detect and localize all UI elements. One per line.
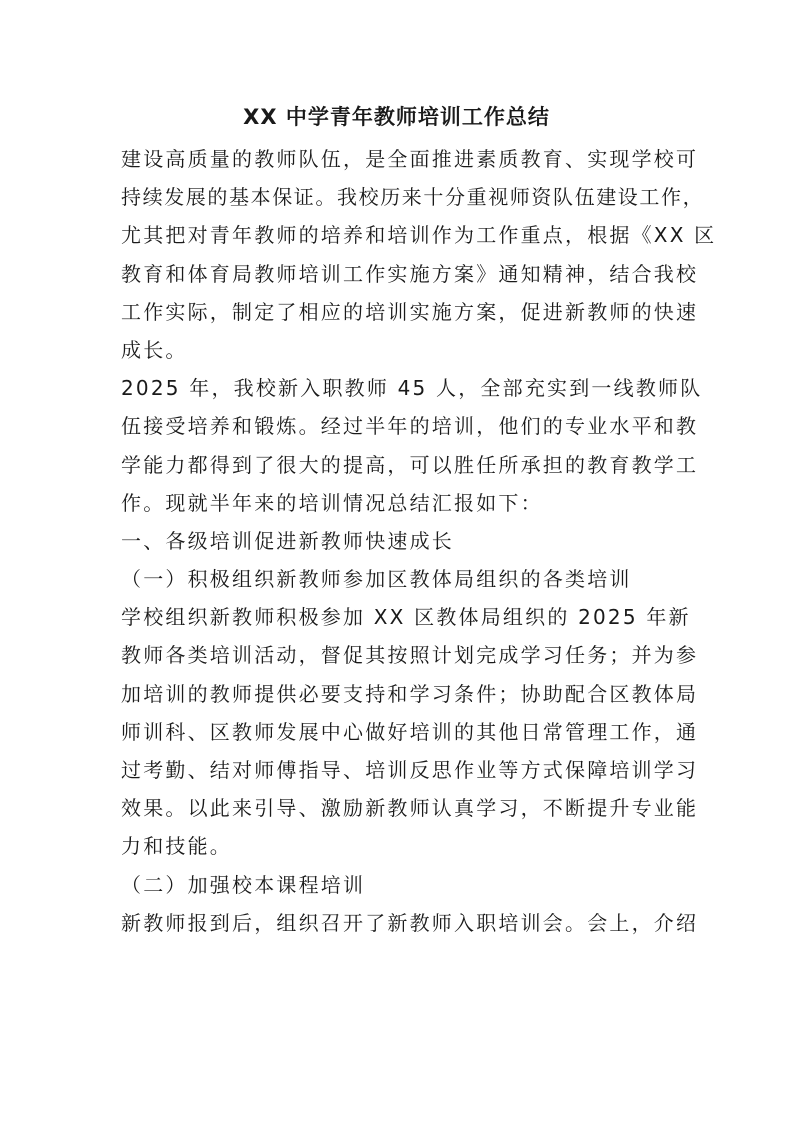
paragraph-line: 教师各类培训活动，督促其按照计划完成学习任务；并为参 — [121, 643, 699, 668]
paragraph-line: 过考勤、结对师傅指导、培训反思作业等方式保障培训学习 — [121, 758, 699, 782]
document-title: XX 中学青年教师培训工作总结 — [243, 105, 550, 129]
paragraph-line: 工作实际，制定了相应的培训实施方案，促进新教师的快速 — [121, 299, 699, 324]
subsection-heading: （二）加强校本课程培训 — [121, 872, 366, 897]
paragraph-line: 尤其把对青年教师的培养和培训作为工作重点，根据《XX 区 — [121, 223, 717, 248]
paragraph-line: 2025 年，我校新入职教师 45 人，全部充实到一线教师队 — [121, 376, 703, 401]
paragraph-line: 学能力都得到了很大的提高，可以胜任所承担的教育教学工 — [121, 452, 699, 477]
paragraph-line: 学校组织新教师积极参加 XX 区教体局组织的 2025 年新 — [121, 605, 691, 630]
paragraph-line: 成长。 — [121, 337, 188, 362]
paragraph-line: 作。现就半年来的培训情况总结汇报如下： — [121, 490, 543, 515]
paragraph-line: 建设高质量的教师队伍，是全面推进素质教育、实现学校可 — [121, 147, 699, 171]
paragraph-line: 效果。以此来引导、激励新教师认真学习，不断提升专业能 — [121, 796, 699, 821]
document-body — [121, 140, 717, 942]
section-heading: 一、各级培训促进新教师快速成长 — [121, 528, 454, 553]
paragraph-line: 师训科、区教师发展中心做好培训的其他日常管理工作，通 — [121, 719, 699, 744]
paragraph-line: 教育和体育局教师培训工作实施方案》通知精神，结合我校 — [121, 261, 699, 286]
paragraph-line: 持续发展的基本保证。我校历来十分重视师资队伍建设工作， — [121, 185, 705, 210]
paragraph-line: 力和技能。 — [121, 834, 232, 859]
subsection-heading: （一）积极组织新教师参加区教体局组织的各类培训 — [121, 567, 632, 592]
paragraph-line: 伍接受培养和锻炼。经过半年的培训，他们的专业水平和教 — [121, 414, 699, 439]
paragraph-line: 新教师报到后，组织召开了新教师入职培训会。会上，介绍 — [121, 910, 699, 935]
paragraph-line: 加培训的教师提供必要支持和学习条件；协助配合区教体局 — [121, 681, 699, 706]
